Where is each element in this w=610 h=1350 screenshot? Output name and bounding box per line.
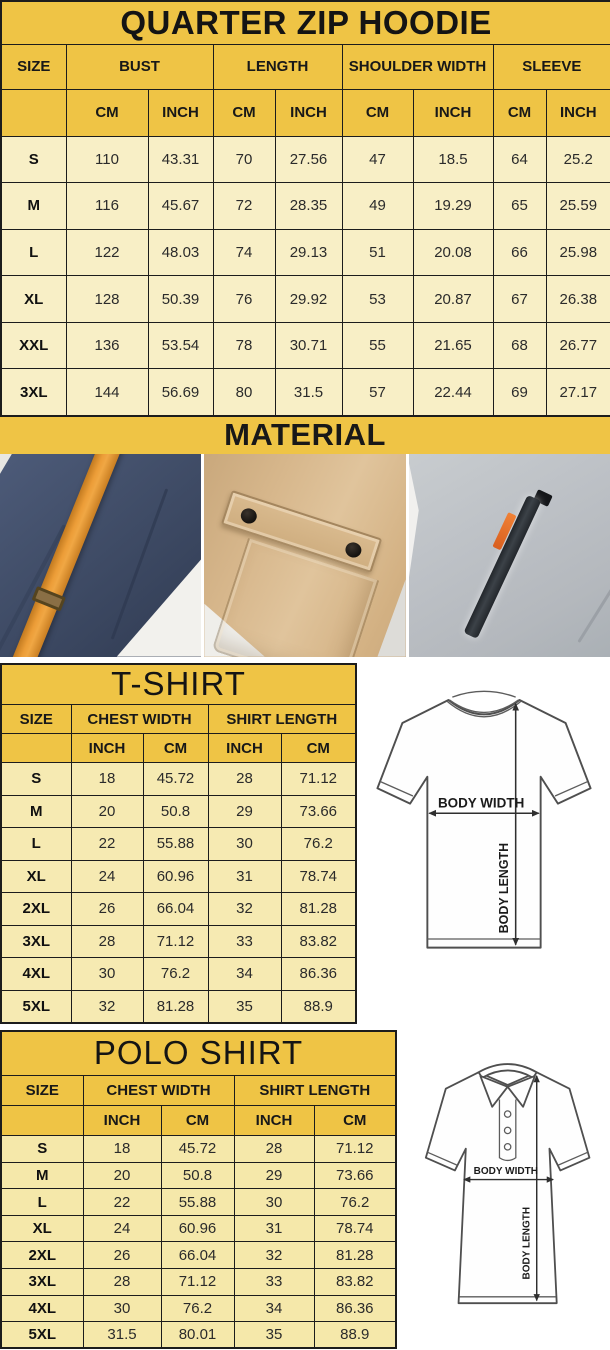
hoodie-size-header: SIZE	[1, 44, 66, 89]
measurement-cell: 28	[71, 925, 143, 958]
measurement-cell: 18.5	[413, 136, 493, 183]
measurement-cell: 20	[83, 1162, 161, 1189]
measurement-cell: 28	[83, 1269, 161, 1296]
unit-header: CM	[493, 89, 546, 136]
size-cell: 3XL	[1, 369, 66, 416]
measurement-cell: 28	[208, 763, 281, 796]
measurement-cell: 78	[213, 322, 275, 369]
table-row	[1, 1322, 396, 1349]
measurement-cell: 26.38	[546, 276, 610, 323]
tshirt-length-header: SHIRT LENGTH	[208, 705, 356, 734]
measurement-cell: 31.5	[275, 369, 342, 416]
table-row	[1, 860, 356, 893]
measurement-cell: 29.92	[275, 276, 342, 323]
material-photo-navy-drawstring	[0, 454, 201, 657]
unit-header: CM	[314, 1106, 396, 1136]
measurement-cell: 122	[66, 229, 148, 276]
measurement-cell: 53.54	[148, 322, 213, 369]
measurement-cell: 76.2	[281, 828, 356, 861]
polo-diagram	[397, 1030, 610, 1330]
measurement-cell: 45.67	[148, 183, 213, 230]
measurement-cell: 110	[66, 136, 148, 183]
table-row	[1, 990, 356, 1023]
measurement-cell: 50.8	[161, 1162, 234, 1189]
measurement-cell: 31	[234, 1215, 314, 1242]
material-photo-grey-zip	[409, 454, 610, 657]
size-cell: 3XL	[1, 1269, 83, 1296]
material-photo-khaki-pocket	[204, 454, 405, 657]
measurement-cell: 55.88	[161, 1189, 234, 1216]
table-row	[1, 276, 610, 323]
measurement-cell: 70	[213, 136, 275, 183]
table-row	[1, 136, 610, 183]
size-cell: M	[1, 795, 71, 828]
tshirt-units-corner	[1, 734, 71, 763]
size-cell: L	[1, 1189, 83, 1216]
tshirt-section	[0, 663, 610, 1022]
size-cell: 2XL	[1, 893, 71, 926]
measurement-cell: 71.12	[143, 925, 208, 958]
measurement-cell: 43.31	[148, 136, 213, 183]
measurement-cell: 88.9	[281, 990, 356, 1023]
measurement-cell: 22.44	[413, 369, 493, 416]
measurement-cell: 57	[342, 369, 413, 416]
table-row	[1, 369, 610, 416]
measurement-cell: 76	[213, 276, 275, 323]
measurement-cell: 71.12	[314, 1136, 396, 1163]
measurement-cell: 66.04	[161, 1242, 234, 1269]
measurement-cell: 26	[83, 1242, 161, 1269]
measurement-cell: 136	[66, 322, 148, 369]
measurement-cell: 33	[234, 1269, 314, 1296]
table-row	[1, 322, 610, 369]
drawstring-buckle	[32, 586, 66, 612]
tshirt-header-row	[1, 705, 356, 734]
size-cell: 5XL	[1, 990, 71, 1023]
measurement-cell: 60.96	[143, 860, 208, 893]
table-row	[1, 183, 610, 230]
size-cell: XL	[1, 276, 66, 323]
measurement-cell: 24	[83, 1215, 161, 1242]
measurement-cell: 20.08	[413, 229, 493, 276]
measurement-cell: 32	[71, 990, 143, 1023]
unit-header: CM	[281, 734, 356, 763]
measurement-cell: 47	[342, 136, 413, 183]
measurement-cell: 32	[234, 1242, 314, 1269]
hoodie-header-row	[1, 44, 610, 89]
snap-button	[344, 540, 364, 559]
measurement-cell: 29	[208, 795, 281, 828]
size-cell: M	[1, 183, 66, 230]
measurement-cell: 48.03	[148, 229, 213, 276]
measurement-cell: 88.9	[314, 1322, 396, 1349]
tshirt-units-row	[1, 734, 356, 763]
measurement-cell: 30.71	[275, 322, 342, 369]
hoodie-sleeve-header: SLEEVE	[493, 44, 610, 89]
measurement-cell: 81.28	[281, 893, 356, 926]
measurement-cell: 45.72	[143, 763, 208, 796]
table-row	[1, 893, 356, 926]
size-cell: S	[1, 136, 66, 183]
measurement-cell: 73.66	[281, 795, 356, 828]
measurement-cell: 78.74	[281, 860, 356, 893]
table-row	[1, 1162, 396, 1189]
polo-title: POLO SHIRT	[1, 1031, 396, 1076]
table-row	[1, 1189, 396, 1216]
hoodie-length-header: LENGTH	[213, 44, 342, 89]
measurement-cell: 76.2	[161, 1295, 234, 1322]
measurement-cell: 25.98	[546, 229, 610, 276]
table-row	[1, 925, 356, 958]
tshirt-measurement-drawing	[364, 663, 604, 975]
hoodie-title: QUARTER ZIP HOODIE	[1, 1, 610, 44]
measurement-cell: 71.12	[281, 763, 356, 796]
hoodie-units-row	[1, 89, 610, 136]
size-cell: L	[1, 828, 71, 861]
measurement-cell: 66.04	[143, 893, 208, 926]
measurement-cell: 30	[208, 828, 281, 861]
measurement-cell: 30	[234, 1189, 314, 1216]
material-title: MATERIAL	[224, 417, 386, 453]
table-row	[1, 1215, 396, 1242]
size-cell: S	[1, 1136, 83, 1163]
snap-button	[239, 506, 259, 525]
unit-header: CM	[66, 89, 148, 136]
measurement-cell: 32	[208, 893, 281, 926]
polo-header-row	[1, 1076, 396, 1106]
polo-section	[0, 1030, 610, 1348]
polo-length-header: SHIRT LENGTH	[234, 1076, 396, 1106]
measurement-cell: 30	[71, 958, 143, 991]
measurement-cell: 29	[234, 1162, 314, 1189]
measurement-cell: 50.8	[143, 795, 208, 828]
unit-header: INCH	[83, 1106, 161, 1136]
measurement-cell: 78.74	[314, 1215, 396, 1242]
measurement-cell: 116	[66, 183, 148, 230]
polo-measurement-drawing	[404, 1030, 604, 1330]
measurement-cell: 56.69	[148, 369, 213, 416]
measurement-cell: 81.28	[143, 990, 208, 1023]
measurement-cell: 25.59	[546, 183, 610, 230]
table-row	[1, 795, 356, 828]
tshirt-diagram	[357, 663, 610, 975]
measurement-cell: 72	[213, 183, 275, 230]
measurement-cell: 86.36	[314, 1295, 396, 1322]
measurement-cell: 26.77	[546, 322, 610, 369]
measurement-cell: 18	[83, 1136, 161, 1163]
tshirt-size-header: SIZE	[1, 705, 71, 734]
hoodie-units-corner	[1, 89, 66, 136]
measurement-cell: 19.29	[413, 183, 493, 230]
measurement-cell: 60.96	[161, 1215, 234, 1242]
measurement-cell: 34	[234, 1295, 314, 1322]
measurement-cell: 27.17	[546, 369, 610, 416]
unit-header: CM	[143, 734, 208, 763]
unit-header: INCH	[71, 734, 143, 763]
measurement-cell: 35	[234, 1322, 314, 1349]
measurement-cell: 49	[342, 183, 413, 230]
table-row	[1, 1136, 396, 1163]
orange-drawstring	[9, 454, 125, 657]
measurement-cell: 31.5	[83, 1322, 161, 1349]
size-cell: 5XL	[1, 1322, 83, 1349]
measurement-cell: 34	[208, 958, 281, 991]
measurement-cell: 80.01	[161, 1322, 234, 1349]
body-width-label: BODY WIDTH	[437, 795, 524, 811]
measurement-cell: 80	[213, 369, 275, 416]
measurement-cell: 81.28	[314, 1242, 396, 1269]
size-cell: XL	[1, 860, 71, 893]
measurement-cell: 128	[66, 276, 148, 323]
table-row	[1, 1295, 396, 1322]
measurement-cell: 64	[493, 136, 546, 183]
measurement-cell: 26	[71, 893, 143, 926]
measurement-cell: 68	[493, 322, 546, 369]
polo-units-corner	[1, 1106, 83, 1136]
fabric-seam	[577, 565, 610, 643]
hoodie-bust-header: BUST	[66, 44, 213, 89]
measurement-cell: 144	[66, 369, 148, 416]
measurement-cell: 20	[71, 795, 143, 828]
measurement-cell: 71.12	[161, 1269, 234, 1296]
size-cell: XXL	[1, 322, 66, 369]
measurement-cell: 29.13	[275, 229, 342, 276]
measurement-cell: 30	[83, 1295, 161, 1322]
size-cell: 2XL	[1, 1242, 83, 1269]
hoodie-title-row	[1, 1, 610, 44]
measurement-cell: 65	[493, 183, 546, 230]
unit-header: INCH	[275, 89, 342, 136]
measurement-cell: 55.88	[143, 828, 208, 861]
measurement-cell: 73.66	[314, 1162, 396, 1189]
body-width-label: BODY WIDTH	[473, 1165, 538, 1177]
measurement-cell: 51	[342, 229, 413, 276]
unit-header: CM	[213, 89, 275, 136]
measurement-cell: 76.2	[143, 958, 208, 991]
unit-header: INCH	[208, 734, 281, 763]
size-cell: L	[1, 229, 66, 276]
table-row	[1, 958, 356, 991]
measurement-cell: 45.72	[161, 1136, 234, 1163]
unit-header: INCH	[413, 89, 493, 136]
tshirt-chest-header: CHEST WIDTH	[71, 705, 208, 734]
measurement-cell: 24	[71, 860, 143, 893]
measurement-cell: 25.2	[546, 136, 610, 183]
measurement-cell: 21.65	[413, 322, 493, 369]
size-cell: M	[1, 1162, 83, 1189]
unit-header: INCH	[148, 89, 213, 136]
body-length-label: BODY LENGTH	[496, 842, 511, 933]
material-title-band	[0, 417, 610, 454]
zipper	[463, 494, 541, 638]
unit-header: CM	[342, 89, 413, 136]
measurement-cell: 33	[208, 925, 281, 958]
measurement-cell: 74	[213, 229, 275, 276]
hoodie-shoulder-header: SHOULDER WIDTH	[342, 44, 493, 89]
polo-size-header: SIZE	[1, 1076, 83, 1106]
tshirt-title: T-SHIRT	[1, 664, 356, 705]
measurement-cell: 27.56	[275, 136, 342, 183]
measurement-cell: 55	[342, 322, 413, 369]
size-cell: 4XL	[1, 1295, 83, 1322]
table-row	[1, 229, 610, 276]
measurement-cell: 50.39	[148, 276, 213, 323]
measurement-cell: 83.82	[314, 1269, 396, 1296]
tshirt-size-table	[0, 663, 357, 1024]
measurement-cell: 28	[234, 1136, 314, 1163]
table-row	[1, 1269, 396, 1296]
body-length-label: BODY LENGTH	[520, 1206, 532, 1280]
unit-header: INCH	[546, 89, 610, 136]
measurement-cell: 83.82	[281, 925, 356, 958]
measurement-cell: 86.36	[281, 958, 356, 991]
table-row	[1, 1242, 396, 1269]
unit-header: CM	[161, 1106, 234, 1136]
measurement-cell: 53	[342, 276, 413, 323]
polo-units-row	[1, 1106, 396, 1136]
measurement-cell: 28.35	[275, 183, 342, 230]
size-cell: XL	[1, 1215, 83, 1242]
measurement-cell: 20.87	[413, 276, 493, 323]
measurement-cell: 31	[208, 860, 281, 893]
table-row	[1, 828, 356, 861]
measurement-cell: 69	[493, 369, 546, 416]
measurement-cell: 76.2	[314, 1189, 396, 1216]
table-row	[1, 763, 356, 796]
measurement-cell: 22	[71, 828, 143, 861]
measurement-cell: 35	[208, 990, 281, 1023]
measurement-cell: 18	[71, 763, 143, 796]
size-cell: 3XL	[1, 925, 71, 958]
hoodie-size-table	[0, 0, 610, 417]
measurement-cell: 22	[83, 1189, 161, 1216]
tshirt-title-row	[1, 664, 356, 705]
polo-title-row	[1, 1031, 396, 1076]
size-cell: S	[1, 763, 71, 796]
unit-header: INCH	[234, 1106, 314, 1136]
size-cell: 4XL	[1, 958, 71, 991]
polo-size-table	[0, 1030, 397, 1350]
measurement-cell: 66	[493, 229, 546, 276]
polo-chest-header: CHEST WIDTH	[83, 1076, 234, 1106]
measurement-cell: 67	[493, 276, 546, 323]
material-photos	[0, 454, 610, 657]
